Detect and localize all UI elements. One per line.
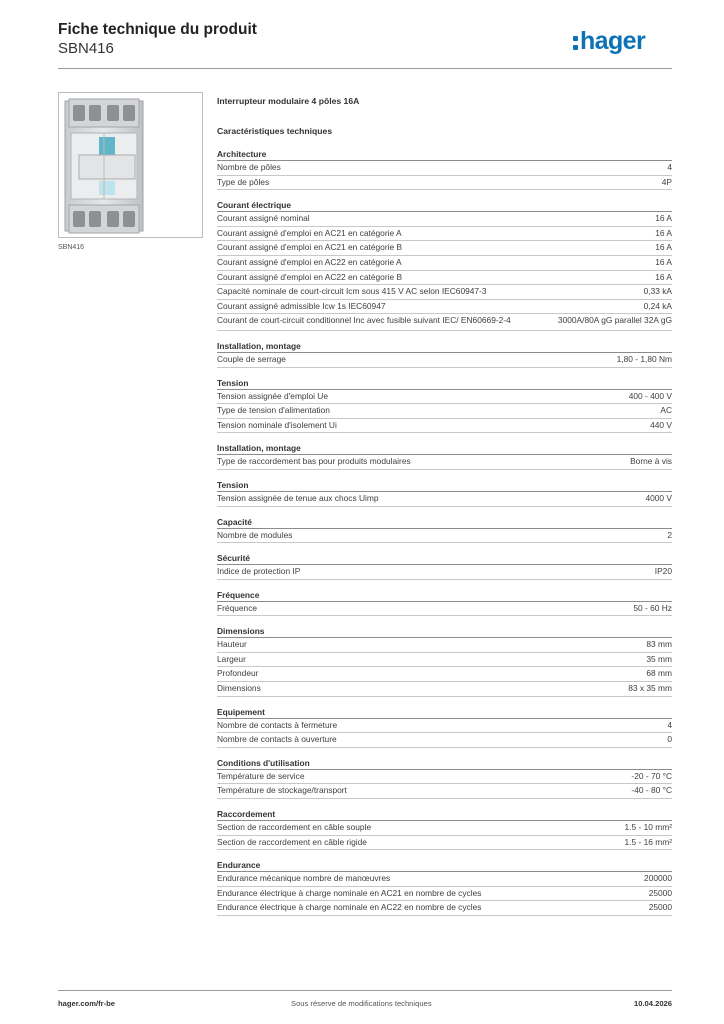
spec-label: Type de raccordement bas pour produits modulaires — [217, 456, 411, 467]
section-title: Installation, montage — [217, 341, 672, 353]
spec-value: 440 V — [650, 419, 672, 430]
spec-row — [217, 682, 672, 697]
logo-dots-icon — [573, 27, 580, 55]
spec-value: IP20 — [654, 566, 672, 577]
spec-value: 4 — [667, 162, 672, 172]
spec-row — [217, 241, 672, 256]
spec-value: -20 - 70 °C — [631, 770, 672, 781]
section-title: Equipement — [217, 707, 672, 719]
spec-row — [217, 733, 672, 748]
spec-label: Courant assigné d'emploi en AC22 en catégorie B — [217, 271, 403, 282]
spec-row — [217, 872, 672, 887]
spec-row — [217, 271, 672, 286]
spec-row — [217, 212, 672, 227]
spec-label: Courant de court-circuit conditionnel Inc avec fusible suivant IEC/ EN60669-2-4 — [217, 315, 511, 326]
spec-label: Nombre de contacts à ouverture — [217, 734, 337, 745]
spec-section — [217, 809, 672, 850]
spec-section — [217, 707, 672, 748]
section-title: Installation, montage — [217, 443, 672, 455]
spec-label: Tension nominale d'isolement Ui — [217, 419, 337, 430]
spec-label: Endurance électrique à charge nominale en AC22 en nombre de cycles — [217, 902, 482, 913]
spec-value: 1,80 - 1,80 Nm — [616, 353, 672, 364]
spec-row — [217, 784, 672, 799]
section-title: Fréquence — [217, 590, 672, 602]
spec-label: Type de pôles — [217, 176, 270, 187]
spec-row — [217, 492, 672, 507]
spec-value: 0,24 kA — [643, 300, 672, 311]
section-title: Endurance — [217, 860, 672, 872]
spec-value: 83 mm — [646, 639, 672, 650]
spec-row — [217, 353, 672, 368]
spec-section — [217, 149, 672, 190]
spec-value: 16 A — [655, 256, 672, 267]
footer-date: 10.04.2026 — [633, 999, 672, 1008]
spec-section — [217, 341, 672, 368]
spec-row — [217, 419, 672, 434]
spec-row — [217, 638, 672, 653]
spec-label: Hauteur — [217, 639, 247, 650]
spec-row — [217, 602, 672, 617]
spec-value: 3000A/80A gG parallel 32A gG — [557, 315, 672, 326]
spec-value: 4P — [661, 176, 672, 187]
spec-label: Courant assigné d'emploi en AC21 en catégorie A — [217, 227, 402, 238]
spec-section — [217, 480, 672, 507]
spec-label: Dimensions — [217, 683, 261, 694]
spec-row — [217, 770, 672, 785]
spec-row — [217, 227, 672, 242]
product-name: Interrupteur modulaire 4 pôles 16A — [217, 96, 360, 106]
spec-section — [217, 200, 672, 331]
section-title: Raccordement — [217, 809, 672, 821]
spec-section — [217, 517, 672, 544]
modular-switch-icon — [59, 93, 202, 237]
spec-value: -40 - 80 °C — [631, 785, 672, 796]
spec-value: 200000 — [644, 873, 672, 884]
spec-row — [217, 565, 672, 580]
spec-value: 0,33 kA — [643, 286, 672, 297]
spec-sections — [217, 149, 672, 916]
spec-section — [217, 758, 672, 799]
spec-value: 16 A — [655, 271, 672, 282]
product-image-caption: SBN416 — [58, 244, 85, 251]
spec-section — [217, 860, 672, 916]
spec-label: Nombre de pôles — [217, 162, 281, 172]
spec-value: 68 mm — [646, 668, 672, 679]
hager-logo — [573, 27, 645, 55]
document-title: Fiche technique du produit — [58, 21, 257, 38]
spec-row — [217, 836, 672, 851]
document-subtitle: SBN416 — [58, 40, 114, 57]
spec-label: Courant assigné nominal — [217, 213, 310, 224]
spec-row — [217, 667, 672, 682]
spec-row — [217, 285, 672, 300]
spec-row — [217, 176, 672, 191]
spec-label: Indice de protection IP — [217, 566, 301, 577]
spec-section — [217, 590, 672, 617]
spec-row — [217, 821, 672, 836]
spec-value: 4 — [667, 719, 672, 730]
spec-label: Section de raccordement en câble souple — [217, 822, 372, 833]
spec-label: Tension assignée de tenue aux chocs Uimp — [217, 492, 379, 503]
spec-value: AC — [660, 405, 672, 416]
spec-label: Nombre de contacts à fermeture — [217, 719, 338, 730]
spec-row — [217, 161, 672, 176]
spec-label: Tension assignée d'emploi Ue — [217, 390, 329, 401]
spec-section — [217, 378, 672, 434]
specs-heading: Caractéristiques techniques — [217, 126, 333, 136]
spec-label: Section de raccordement en câble rigide — [217, 836, 367, 847]
spec-label: Nombre de modules — [217, 529, 293, 540]
spec-label: Courant assigné admissible Icw 1s IEC60947 — [217, 300, 386, 311]
section-title: Sécurité — [217, 553, 672, 565]
spec-value: 1.5 - 16 mm² — [624, 836, 672, 847]
spec-row — [217, 653, 672, 668]
spec-value: 16 A — [655, 227, 672, 238]
spec-label: Température de service — [217, 770, 305, 781]
spec-value: 1.5 - 10 mm² — [624, 822, 672, 833]
document-header — [58, 20, 257, 58]
spec-row — [217, 256, 672, 271]
spec-value: 400 - 400 V — [628, 390, 672, 401]
spec-label: Largeur — [217, 653, 246, 664]
spec-value: 35 mm — [646, 653, 672, 664]
spec-label: Couple de serrage — [217, 353, 286, 364]
spec-content — [217, 96, 672, 916]
spec-row — [217, 390, 672, 405]
footer-website: hager.com/fr-be — [58, 999, 115, 1008]
spec-row — [217, 887, 672, 902]
spec-value: 16 A — [655, 213, 672, 224]
spec-value: 4000 V — [645, 492, 672, 503]
spec-section — [217, 443, 672, 470]
product-image — [58, 92, 203, 238]
section-title: Conditions d'utilisation — [217, 758, 672, 770]
spec-row — [217, 404, 672, 419]
spec-value: Borne à vis — [630, 456, 672, 467]
spec-value: 25000 — [648, 902, 672, 913]
spec-label: Fréquence — [217, 602, 258, 613]
footer-disclaimer: Sous réserve de modifications techniques — [291, 999, 432, 1008]
spec-row — [217, 529, 672, 544]
spec-value: 2 — [667, 529, 672, 540]
spec-section — [217, 553, 672, 580]
spec-value: 16 A — [655, 242, 672, 253]
spec-row — [217, 314, 672, 331]
spec-label: Courant assigné d'emploi en AC21 en catégorie B — [217, 242, 403, 253]
header-divider — [58, 68, 672, 69]
section-title: Capacité — [217, 517, 672, 529]
section-title: Dimensions — [217, 626, 672, 638]
spec-row — [217, 300, 672, 315]
spec-label: Type de tension d'alimentation — [217, 405, 330, 416]
footer-divider — [58, 990, 672, 991]
spec-label: Capacité nominale de court-circuit Icm sous 415 V AC selon IEC60947-3 — [217, 286, 487, 297]
section-title: Courant électrique — [217, 200, 672, 212]
spec-row — [217, 455, 672, 470]
spec-label: Endurance mécanique nombre de manœuvres — [217, 873, 391, 884]
spec-label: Courant assigné d'emploi en AC22 en catégorie A — [217, 256, 402, 267]
spec-value: 83 x 35 mm — [628, 683, 672, 694]
spec-row — [217, 901, 672, 916]
logo-text: hager — [580, 27, 646, 55]
spec-section — [217, 626, 672, 696]
spec-label: Endurance électrique à charge nominale en AC21 en nombre de cycles — [217, 887, 482, 898]
spec-value: 0 — [667, 734, 672, 745]
spec-value: 25000 — [648, 887, 672, 898]
section-title: Tension — [217, 480, 672, 492]
section-title: Architecture — [217, 149, 672, 161]
spec-row — [217, 719, 672, 734]
section-title: Tension — [217, 378, 672, 390]
spec-value: 50 - 60 Hz — [633, 602, 672, 613]
spec-label: Température de stockage/transport — [217, 785, 347, 796]
spec-label: Profondeur — [217, 668, 259, 679]
